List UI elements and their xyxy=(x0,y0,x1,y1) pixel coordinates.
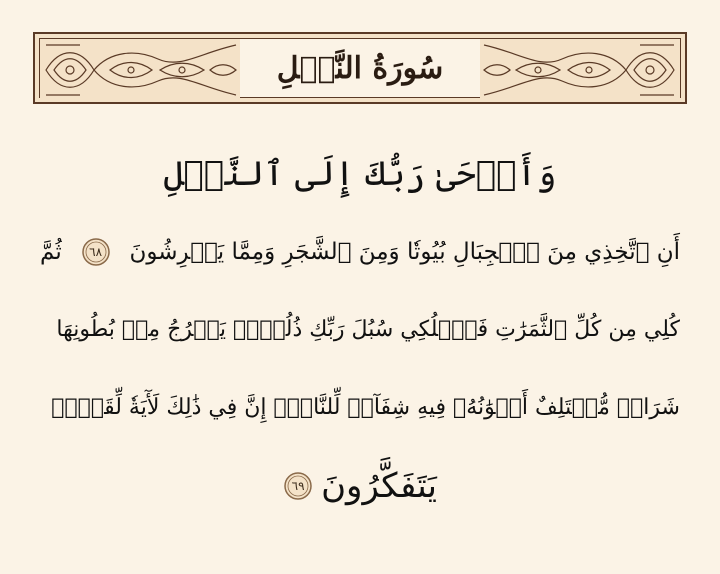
verse-text: ثُمَّ xyxy=(40,239,62,265)
verse-text: يَتَفَكَّرُونَ xyxy=(321,466,437,506)
ayah-marker-69 xyxy=(283,471,313,501)
ayah-marker-68 xyxy=(81,237,111,267)
ayah-number: ٦٨ xyxy=(89,245,103,259)
verse-text: كُلِي مِن كُلِّ ٱلثَّمَرَٰتِ فَٱسۡلُكِي سُبُلَ رَبِّكِ ذُلُلٗاۚ يَخۡرُجُ مِنۢ بُطُونِهَا xyxy=(56,317,680,342)
verse-line-2 xyxy=(40,232,680,272)
verse-text: أَنِ ٱتَّخِذِي مِنَ ٱلۡجِبَالِ بُيُوتٗا وَمِنَ ٱلشَّجَرِ وَمِمَّا يَعۡرِشُونَ xyxy=(129,239,680,265)
surah-title-box xyxy=(240,39,480,97)
ayah-number: ٦٩ xyxy=(291,479,305,493)
verse-line-1 xyxy=(40,154,680,194)
verse-line-3 xyxy=(40,310,680,350)
verse-text: شَرَابٞ مُّخۡتَلِفٌ أَلۡوَٰنُهُۥ فِيهِ شِفَآءٞ لِّلنَّاسِۚ إِنَّ فِي ذَٰلِكَ لَأٓيَةٗ لِّقَوۡمٖ xyxy=(51,395,680,420)
verse-text: وَأَوۡحَىٰ رَبُّكَ إِلَى ٱلنَّحۡلِ xyxy=(163,154,557,194)
surah-title: سُورَةُ النَّحۡلِ xyxy=(276,50,444,86)
surah-header-frame xyxy=(33,32,687,104)
ornament-right-icon xyxy=(480,39,680,101)
ornament-left-icon xyxy=(40,39,240,101)
verse-line-4 xyxy=(40,388,680,428)
verse-line-5 xyxy=(40,466,680,506)
surah-header-inner xyxy=(39,38,681,98)
